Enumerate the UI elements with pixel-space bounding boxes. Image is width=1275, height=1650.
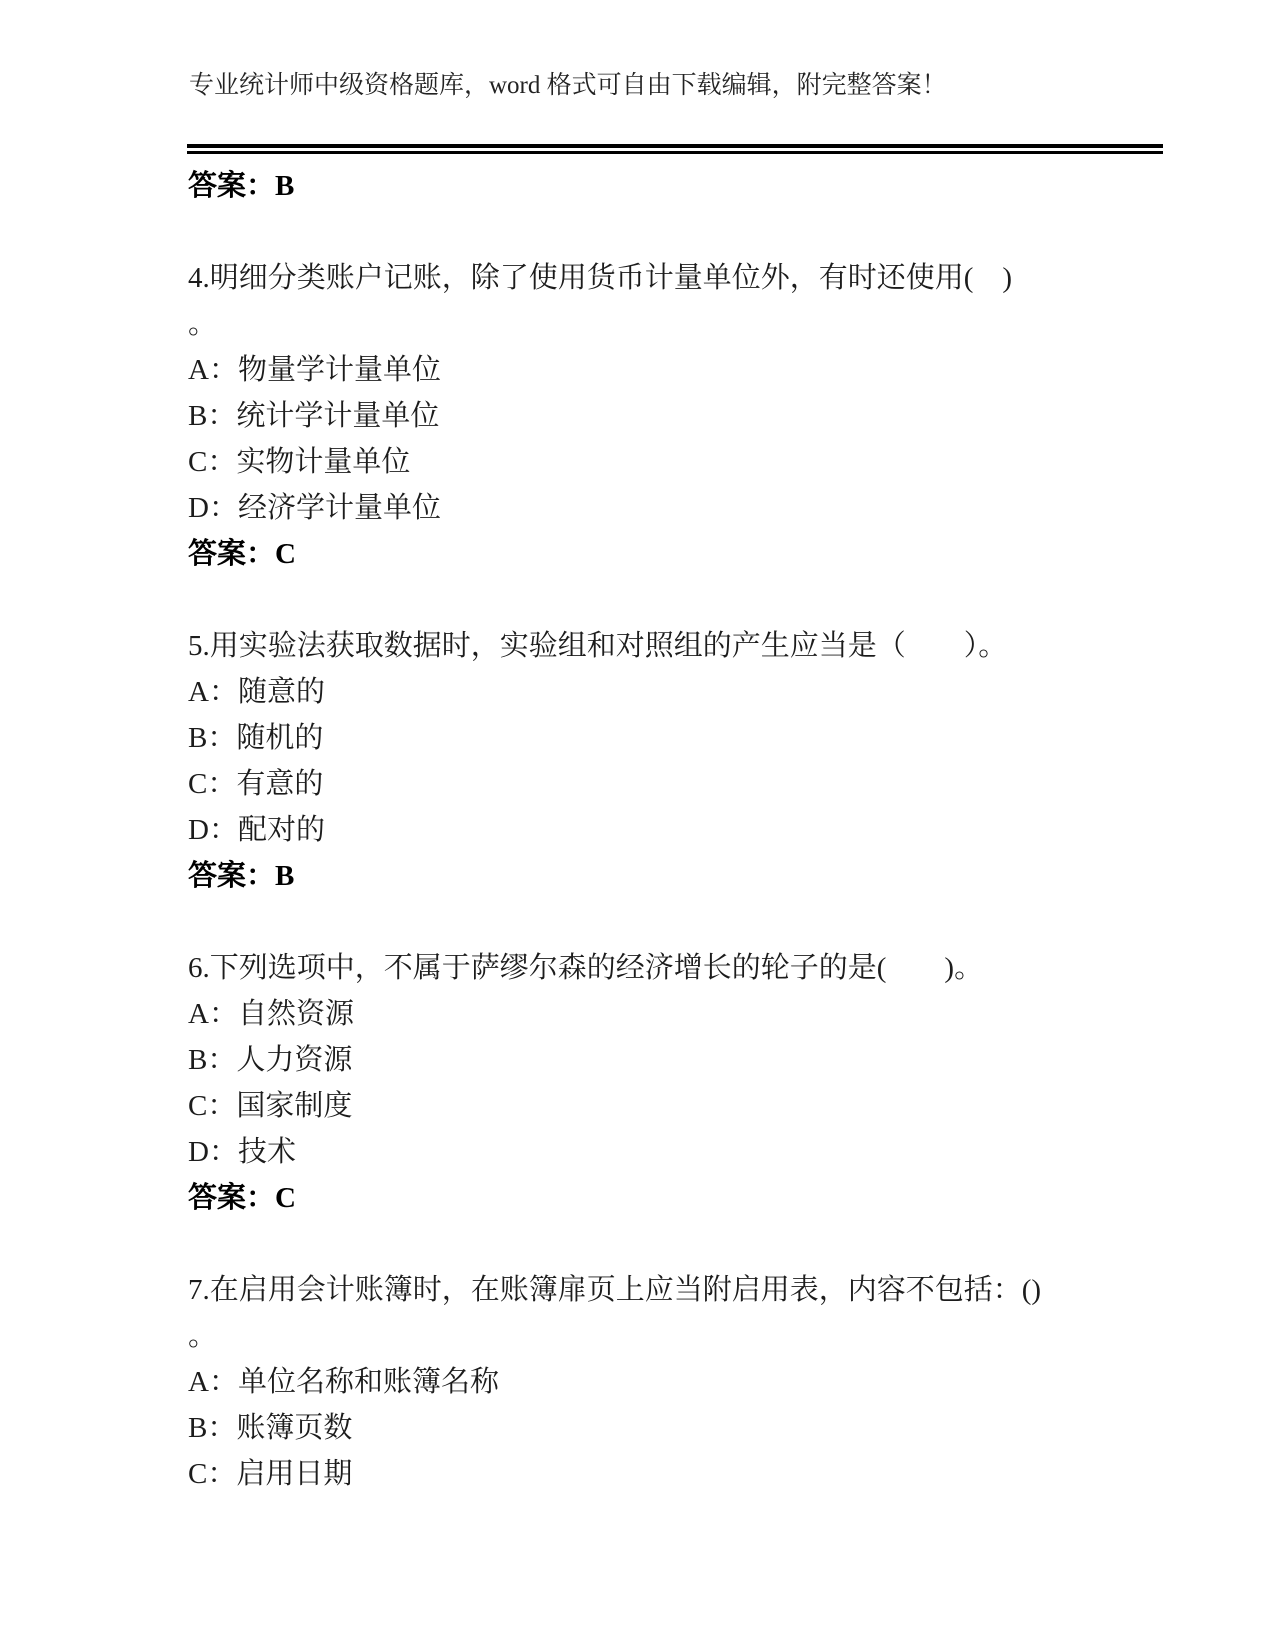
question-line: 5.用实验法获取数据时，实验组和对照组的产生应当是（ ）。	[188, 630, 1008, 662]
answer-option: A：自然资源	[188, 998, 354, 1030]
question-4	[188, 255, 1168, 347]
answer-option: D：经济学计量单位	[188, 492, 441, 524]
document-content	[188, 163, 1168, 1497]
answer-option: C：启用日期	[188, 1458, 353, 1490]
answer-option: D：配对的	[188, 814, 325, 846]
answer-option: A：随意的	[188, 676, 325, 708]
answer-label: 答案：B	[188, 860, 295, 892]
answer-label: 答案：C	[188, 1182, 296, 1214]
answer-option: C：国家制度	[188, 1090, 353, 1122]
answer-option: B：随机的	[188, 722, 324, 754]
question-5	[188, 623, 1168, 669]
answer-option: B：统计学计量单位	[188, 400, 440, 432]
answer-option: C：实物计量单位	[188, 446, 411, 478]
page-header-text: 专业统计师中级资格题库，word 格式可自由下载编辑，附完整答案！	[189, 72, 947, 99]
question-line: 4.明细分类账户记账，除了使用货币计量单位外，有时还使用( )	[188, 262, 1013, 294]
question-line: 。	[188, 308, 218, 340]
question-6	[188, 945, 1168, 991]
answer-label: 答案：C	[188, 538, 296, 570]
header-divider-rule	[187, 144, 1163, 154]
answer-option: B：人力资源	[188, 1044, 353, 1076]
question-7	[188, 1267, 1168, 1359]
answer-option: D：技术	[188, 1136, 296, 1168]
answer-option: C：有意的	[188, 768, 324, 800]
answer-option: A：单位名称和账簿名称	[188, 1366, 499, 1398]
answer-option: B：账簿页数	[188, 1412, 353, 1444]
question-line: 7.在启用会计账簿时，在账簿扉页上应当附启用表，内容不包括：()	[188, 1274, 1042, 1306]
answer-label: 答案：B	[188, 170, 295, 202]
answer-option: A：物量学计量单位	[188, 354, 441, 386]
question-line: 。	[188, 1320, 218, 1352]
question-line: 6.下列选项中，不属于萨缪尔森的经济增长的轮子的是( )。	[188, 952, 984, 984]
